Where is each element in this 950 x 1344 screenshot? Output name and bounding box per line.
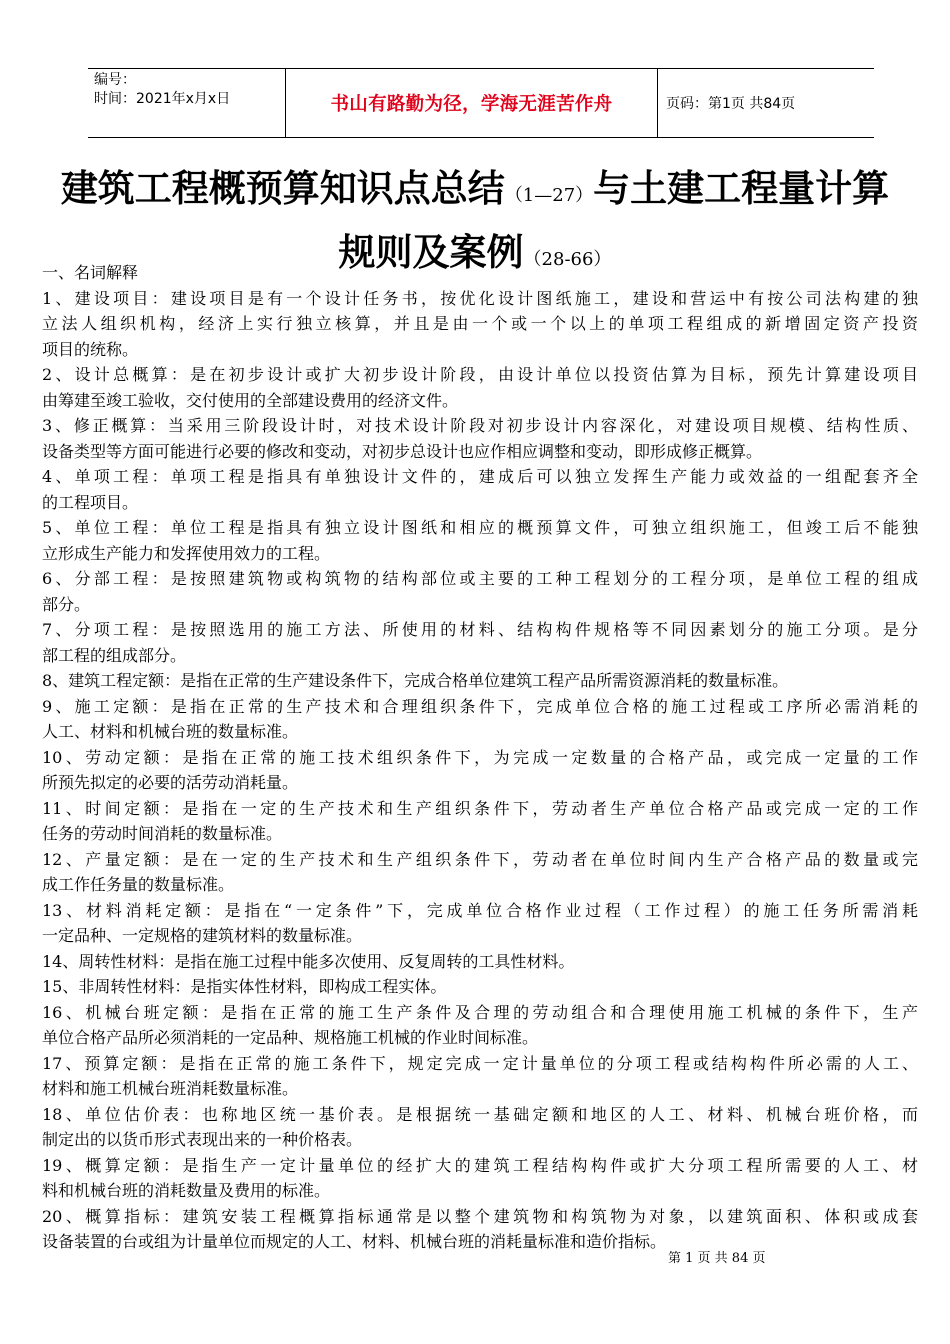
text-line: 立形成生产能力和发挥使用效力的工程。 (42, 543, 331, 563)
text-line: 2、设计总概算：是在初步设计或扩大初步设计阶段，由设计单位以投资估算为目标，预先计算建设项目 (42, 365, 918, 384)
text-line: 10、劳动定额：是指在正常的施工技术组织条件下，为完成一定数量的合格产品，或完成一定量的工作 (42, 747, 918, 767)
text-line: 19、概算定额：是指生产一定计量单位的经扩大的建筑工程结构构件或扩大分项工程所需要的人工、材 (42, 1155, 918, 1175)
text-line: 的工程项目。 (42, 492, 139, 512)
text-line: 1、建设项目：建设项目是有一个设计任务书，按优化设计图纸施工，建设和营运中有按公司法构建的独 (42, 288, 918, 308)
motto: 书山有路勤为径，学海无涯苦作舟 (285, 69, 658, 137)
text-line: 20、概算指标：建筑安装工程概算指标通常是以整个建筑物和构筑物为对象，以建筑面积、体积或成套 (42, 1206, 918, 1226)
header-left-cell (88, 69, 285, 137)
title-tail-1: 与土建工程量计算 (593, 166, 890, 210)
text-line: 部工程的组成部分。 (42, 645, 187, 665)
text-line: 单位合格产品所必须消耗的一定品种、规格施工机械的作业时间标准。 (42, 1028, 539, 1047)
text-line: 设备装置的台或组为计量单位而规定的人工、材料、机械台班的消耗量标准和造价指标。 (42, 1232, 667, 1251)
title-line-1 (20, 160, 930, 224)
text-line: 制定出的以货币形式表现出来的一种价格表。 (42, 1130, 363, 1149)
text-line: 一定品种、一定规格的建筑材料的数量标准。 (42, 926, 363, 945)
text-line: 14、周转性材料：是指在施工过程中能多次使用、反复周转的工具性材料。 (42, 951, 575, 971)
page-footer: 第 1 页 共 84 页 (668, 1251, 766, 1266)
text-line: 13、材料消耗定额：是指在“一定条件”下，完成单位合格作业过程（工作过程）的施工任务所需消耗 (42, 900, 918, 920)
text-line: 5、单位工程：单位工程是指具有独立设计图纸和相应的概预算文件，可独立组织施工，但竣工后不能独 (42, 518, 918, 537)
text-line: 11、时间定额：是指在一定的生产技术和生产组织条件下，劳动者生产单位合格产品或完成一定的工作 (42, 798, 918, 818)
body-text (42, 260, 918, 1255)
text-line: 6、分部工程：是按照建筑物或构筑物的结构部位或主要的工种工程划分的工程分项，是单位工程的组成 (42, 569, 918, 588)
text-line: 9、施工定额：是指在正常的生产技术和合理组织条件下，完成单位合格的施工过程或工序所必需消耗的 (42, 696, 918, 716)
title-range-1: （1—27） (504, 185, 594, 206)
text-line: 由筹建至竣工验收，交付使用的全部建设费用的经济文件。 (42, 390, 459, 410)
time-label: 时间：2021年x月x日 (94, 91, 231, 107)
text-line: 7、分项工程：是按照选用的施工方法、所使用的材料、结构构件规格等不同因素划分的施工分项。是分 (42, 620, 918, 639)
page-info: 页码：第1页 共84页 (666, 96, 796, 112)
title-main-1: 建筑工程概预算知识点总结 (60, 166, 505, 210)
number-label: 编号： (94, 72, 136, 88)
text-line: 3、修正概算：当采用三阶段设计时，对技术设计阶段对初步设计内容深化，对建设项目规模、结构性质、 (42, 416, 918, 435)
title-main-2: 规则及案例 (338, 230, 524, 274)
text-line: 人工、材料和机械台班的数量标准。 (42, 722, 299, 741)
text-line: 8、建筑工程定额：是指在正常的生产建设条件下，完成合格单位建筑工程产品所需资源消耗的数量标准。 (42, 671, 789, 690)
text-line: 12、产量定额：是在一定的生产技术和生产组织条件下，劳动者在单位时间内生产合格产品的数量或完 (42, 849, 918, 869)
text-line: 17、预算定额：是指在正常的施工条件下，规定完成一定计量单位的分项工程或结构构件所必需的人工、 (42, 1053, 918, 1073)
title-range-2: （28-66） (523, 249, 612, 270)
text-line: 一、名词解释 (42, 263, 139, 282)
text-line: 设备类型等方面可能进行必要的修改和变动，对初步总设计也应作相应调整和变动，即形成修正概算。 (42, 441, 763, 461)
text-line: 任务的劳动时间消耗的数量标准。 (42, 824, 283, 843)
text-line: 16、机械台班定额：是指在正常的施工生产条件及合理的劳动组合和合理使用施工机械的条件下，生产 (42, 1002, 918, 1022)
text-line: 所预先拟定的必要的活劳动消耗量。 (42, 773, 299, 792)
text-line: 18、单位估价表：也称地区统一基价表。是根据统一基础定额和地区的人工、材料、机械台班价格，而 (42, 1104, 918, 1124)
text-line: 立法人组织机构，经济上实行独立核算，并且是由一个或一个以上的单项工程组成的新增固定资产投资 (42, 314, 918, 333)
text-line: 成工作任务量的数量标准。 (42, 875, 235, 894)
text-line: 料和机械台班的消耗数量及费用的标准。 (42, 1181, 331, 1200)
text-line: 项目的统称。 (42, 339, 139, 359)
document-header (88, 68, 874, 138)
text-line: 材料和施工机械台班消耗数量标准。 (42, 1079, 299, 1098)
text-line: 部分。 (42, 594, 91, 614)
text-line: 15、非周转性材料：是指实体性材料，即构成工程实体。 (42, 977, 447, 996)
text-line: 4、单项工程：单项工程是指具有单独设计文件的，建成后可以独立发挥生产能力或效益的一组配套齐全 (42, 467, 918, 486)
